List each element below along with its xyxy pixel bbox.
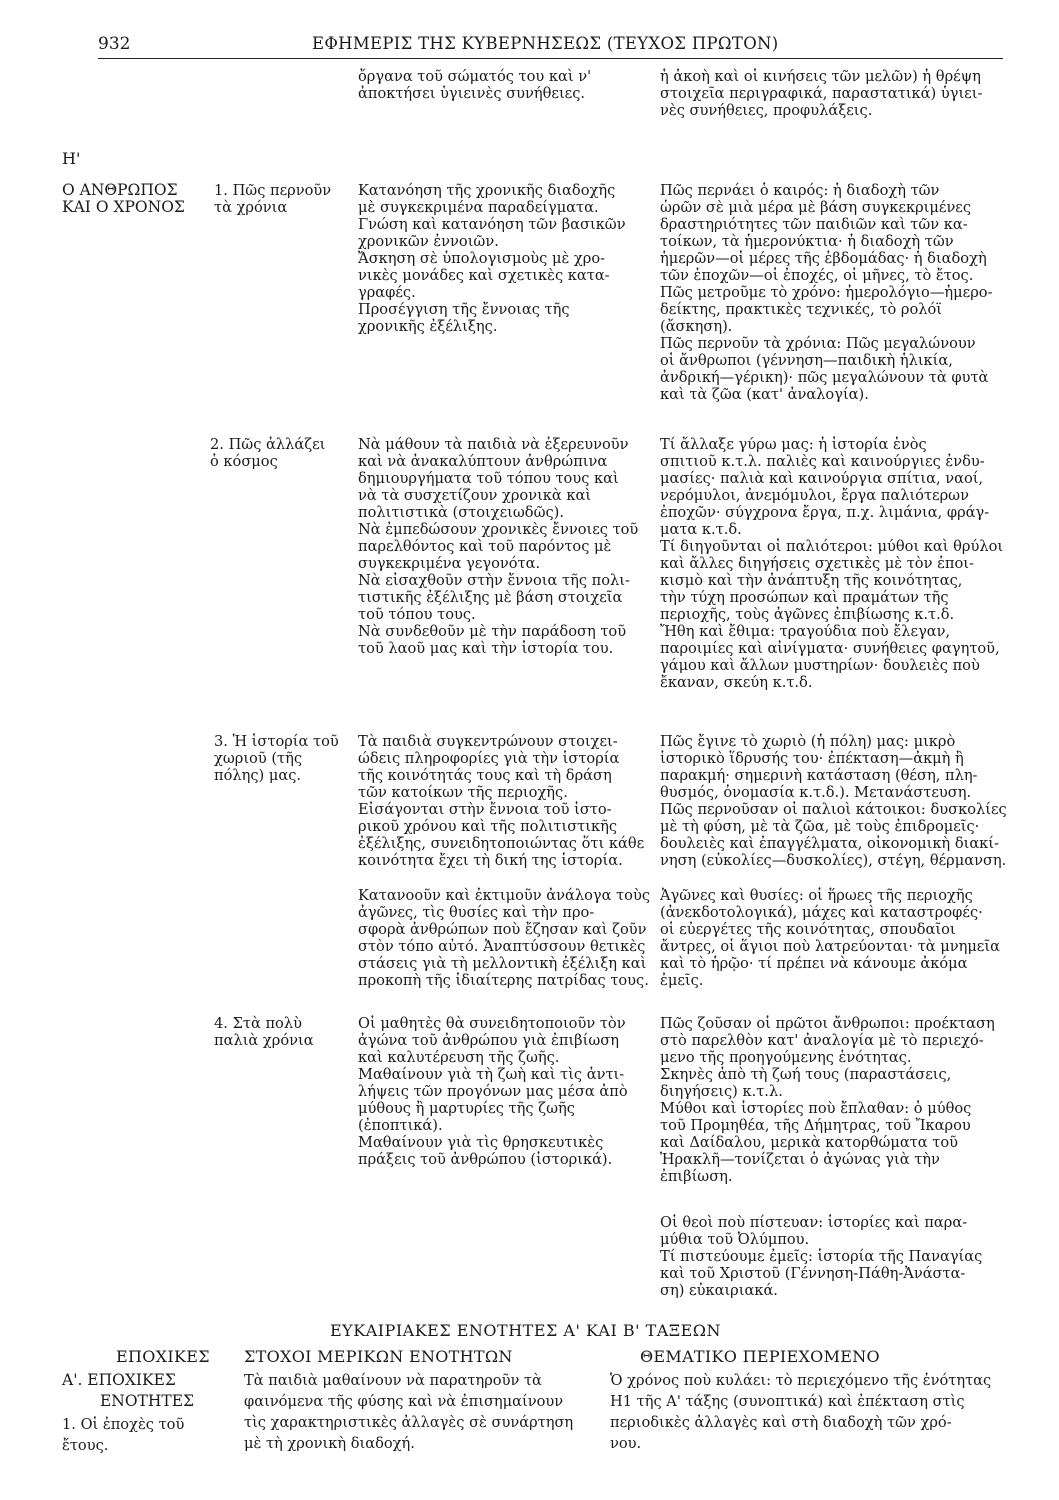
text-line: Η1 τῆς Α' τάξης (συνοπτικά) καὶ ἐπέκταση στὶς [610, 1393, 965, 1410]
text-line: ση) εὐκαιριακά. [660, 1282, 778, 1299]
text-line: Πῶς περνοῦν τὰ χρόνια: Πῶς μεγαλώνουν [660, 335, 976, 352]
text-line: στὸ παρελθὸν κατ' ἀναλογία μὲ τὸ περιεχό- [660, 1032, 984, 1049]
seasonal-group-title [62, 1370, 194, 1412]
header-rule [98, 58, 1003, 59]
text-line: δραστηριότητες τῶν παιδιῶν καὶ τῶν κα- [660, 216, 968, 233]
unit-4-goals [358, 1015, 628, 1168]
text-line: τῆς κοινότητάς τους καὶ τὴ δράση [358, 767, 612, 784]
text-line: ρικοῦ χρόνου καὶ τῆς πολιτιστικῆς [358, 818, 618, 835]
text-line: νικὲς μονάδες καὶ σχετικὲς κατα- [358, 267, 610, 284]
col-header-content: ΘΕΜΑΤΙΚΟ ΠΕΡΙΕΧΟΜΕΝΟ [640, 1347, 880, 1366]
text-line: Νὰ εἰσαχθοῦν στὴν ἔννοια τῆς πολι- [358, 572, 630, 589]
text-line: νὰ τὰ συσχετίζουν χρονικὰ καὶ [358, 487, 592, 504]
text-line: φαινόμενα τῆς φύσης καὶ νὰ ἐπισημαίνουν [244, 1393, 564, 1410]
text-line: τῶν κατοίκων τῆς περιοχῆς. [358, 784, 568, 801]
gazette-title: ΕΦΗΜΕΡΙΣ ΤΗΣ ΚΥΒΕΡΝΗΣΕΩΣ (ΤΕΥΧΟΣ ΠΡΩΤΟΝ) [312, 34, 779, 53]
text-line: Ἤθη καὶ ἔθιμα: τραγούδια ποὺ ἔλεγαν, [660, 623, 951, 640]
text-line: τῶν ἐποχῶν—οἱ ἐποχές, οἱ μῆνες, τὸ ἔτος. [660, 267, 974, 284]
section-letter: Η' [62, 149, 81, 168]
text-line: στάσεις γιὰ τὴ μελλοντικὴ ἐξέλιξη καὶ [358, 955, 647, 972]
unit-1-goals [358, 182, 626, 335]
text-line: οἱ εὐεργέτες τῆς κοινότητας, σπουδαῖοι [660, 921, 956, 938]
text-line: προκοπὴ τῆς ἰδιαίτερης πατρίδας τους. [358, 972, 649, 989]
text-line: Τί ἄλλαξε γύρω μας: ἡ ἱστορία ἑνὸς [660, 436, 927, 453]
text-line: περιοδικὲς ἀλλαγὲς καὶ στὴ διαδοχὴ τῶν χρό- [610, 1414, 952, 1431]
text-line: τοῦ Προμηθέα, τῆς Δήμητρας, τοῦ Ἴκαρου [660, 1117, 971, 1134]
top-content-continuation [660, 68, 982, 119]
text-line: τὴν τύχη προσώπων καὶ πραμάτων τῆς [660, 589, 949, 606]
text-line: Ἀγῶνες καὶ θυσίες: οἱ ἥρωες τῆς περιοχῆς [660, 887, 973, 904]
text-line: 1. Πῶς περνοῦν [214, 182, 332, 199]
text-line: καὶ νὰ ἀνακαλύπτουν ἀνθρώπινα [358, 453, 608, 470]
seasonal-item-1 [62, 1414, 184, 1456]
unit-4-title [214, 1015, 314, 1049]
text-line: Νὰ ἐμπεδώσουν χρονικὲς ἔννοιες τοῦ [358, 521, 639, 538]
unit-3-content [660, 733, 1007, 869]
text-line: γάμου καὶ ἄλλων μυστηρίων· δουλειὲς ποὺ [660, 657, 980, 674]
text-line: ἀποκτήσει ὑγιεινὲς συνήθειες. [358, 85, 586, 102]
top-goals-continuation [358, 68, 591, 102]
unit-3-title [214, 733, 339, 784]
text-line: Οἱ θεοὶ ποὺ πίστευαν: ἱστορίες καὶ παρα- [660, 1214, 968, 1231]
text-line: ἀγῶνες, τὶς θυσίες καὶ τὴν προ- [358, 904, 595, 921]
text-line: τιστικῆς ἐξέλιξης μὲ βάση στοιχεῖα [358, 589, 623, 606]
text-line: Τὰ παιδιὰ συγκεντρώνουν στοιχει- [358, 733, 618, 750]
text-line: Πῶς ἔγινε τὸ χωριὸ (ἡ πόλη) μας: μικρὸ [660, 733, 956, 750]
text-line: μενο τῆς προηγούμενης ἑνότητας. [660, 1049, 912, 1066]
unit-2-title [210, 436, 325, 470]
text-line: καὶ καλυτέρευση τῆς ζωῆς. [358, 1049, 560, 1066]
text-line: ἡ ἀκοὴ καὶ οἱ κινήσεις τῶν μελῶν) ἡ θρέψη [660, 68, 981, 85]
unit-1-content [660, 182, 993, 403]
text-line: καὶ τὰ ζῶα (κατ' ἀναλογία). [660, 386, 869, 403]
text-line: δουλειὲς καὶ ἐπαγγέλματα, οἰκονομικὴ διακί- [660, 835, 999, 852]
text-line: Εἰσάγονται στὴν ἔννοια τοῦ ἱστο- [358, 801, 612, 818]
text-line: Τὰ παιδιὰ μαθαίνουν νὰ παρατηροῦν τὰ [244, 1372, 542, 1389]
text-line: Προσέγγιση τῆς ἔννοιας τῆς [358, 301, 570, 318]
text-line: ἀνδρική—γέρικη)· πῶς μεγαλώνουν τὰ φυτὰ [660, 369, 989, 386]
text-line: τὶς χαρακτηριστικὲς ἀλλαγὲς σὲ συνάρτηση [244, 1414, 574, 1431]
text-line: Ο ΑΝΘΡΩΠΟΣ [62, 181, 178, 199]
text-line: ἐποχῶν· σύγχρονα ἔργα, π.χ. λιμάνια, φράγ- [660, 504, 990, 521]
text-line: Κατανόηση τῆς χρονικῆς διαδοχῆς [358, 182, 616, 199]
text-line: (ἄσκηση). [660, 318, 733, 335]
text-line: ἀγώνα τοῦ ἀνθρώπου γιὰ ἐπιβίωση [358, 1032, 619, 1049]
text-line: ΚΑΙ Ο ΧΡΟΝΟΣ [62, 198, 185, 216]
text-line: θυσμός, ὀνομασία κ.τ.δ.). Μετανάστευση. [660, 784, 972, 801]
text-line: ἔκαναν, σκεύη κ.τ.δ. [660, 674, 813, 691]
text-line: σπιτιοῦ κ.τ.λ. παλιὲς καὶ καινούργιες ἐνδυ- [660, 453, 985, 470]
text-line: χρονικῆς ἐξέλιξης. [358, 318, 498, 335]
text-line: σφορὰ ἀνθρώπων ποὺ ἔζησαν καὶ ζοῦν [358, 921, 647, 938]
text-line: 2. Πῶς ἀλλάζει [210, 436, 326, 453]
text-line: περιοχῆς, τοὺς ἀγῶνες ἐπιβίωσης κ.τ.δ. [660, 606, 955, 623]
text-line: συγκεκριμένα γεγονότα. [358, 555, 541, 572]
text-line: μὲ τὴ φύση, μὲ τὰ ζῶα, μὲ τοὺς ἐπιδρομεῖς· [660, 818, 980, 835]
text-line: νερόμυλοι, ἀνεμόμυλοι, ἔργα παλιότερων [660, 487, 969, 504]
text-line: ἐμεῖς. [660, 972, 704, 989]
text-line: μύθια τοῦ Ὀλύμπου. [660, 1231, 810, 1248]
text-line: Πῶς μετροῦμε τὸ χρόνο: ἡμερολόγιο—ἡμερο- [660, 284, 993, 301]
text-line: μὲ τὴ χρονικὴ διαδοχή. [244, 1435, 415, 1452]
text-line: Μύθοι καὶ ἱστορίες ποὺ ἔπλαθαν: ὁ μύθος [660, 1100, 972, 1117]
text-line: στὸν τόπο αὐτό. Ἀναπτύσσουν θετικὲς [358, 938, 646, 955]
text-line: ὁ κόσμος [210, 453, 278, 470]
text-line: Πῶς περνοῦσαν οἱ παλιοὶ κάτοικοι: δυσκολίες [660, 801, 1007, 818]
text-line: τοίκων, τὰ ἡμερονύκτια· ἡ διαδοχὴ τῶν [660, 233, 954, 250]
text-line: μὲ συγκεκριμένα παραδείγματα. [358, 199, 599, 216]
text-line: Πῶς ζοῦσαν οἱ πρῶτοι ἄνθρωποι: προέκταση [660, 1015, 995, 1032]
section-title [62, 182, 185, 216]
text-line: οἱ ἄνθρωποι (γέννηση—παιδικὴ ἡλικία, [660, 352, 953, 369]
text-line: ὄργανα τοῦ σώματός του καὶ ν' [358, 68, 592, 85]
text-line: Σκηνὲς ἀπὸ τὴ ζωή τους (παραστάσεις, [660, 1066, 952, 1083]
text-line: Μαθαίνουν γιὰ τὶς θρησκευτικὲς [358, 1134, 604, 1151]
text-line: παλιὰ χρόνια [214, 1032, 314, 1049]
text-line: ὡρῶν σὲ μιὰ μέρα μὲ βάση συγκεκριμένες [660, 199, 972, 216]
text-line: χρονικῶν ἐννοιῶν. [358, 233, 499, 250]
text-line: νὲς συνήθειες, προφυλάξεις. [660, 102, 873, 119]
page-number: 932 [98, 34, 131, 54]
text-line: μύθους ἢ μαρτυρίες τῆς ζωῆς [358, 1100, 575, 1117]
text-line: πολιτιστικὰ (στοιχειωδῶς). [358, 504, 564, 521]
text-line: 3. Ἡ ἱστορία τοῦ [214, 733, 339, 750]
text-line: Τί πιστεύουμε ἐμεῖς: ἱστορία τῆς Παναγίας [660, 1248, 983, 1265]
text-line: Α'. ΕΠΟΧΙΚΕΣ [62, 1371, 176, 1389]
text-line: Οἱ μαθητὲς θὰ συνειδητοποιοῦν τὸν [358, 1015, 626, 1032]
text-line: ἐπιβίωση. [660, 1168, 733, 1185]
text-line: (ἀνεκδοτολογικά), μάχες καὶ καταστροφές· [660, 904, 983, 921]
unit-4-content [660, 1015, 995, 1185]
unit-2-content [660, 436, 1003, 691]
text-line: ἐξέλιξης, συνειδητοποιώντας ὅτι κάθε [358, 835, 645, 852]
text-line: κισμὸ καὶ τὴν ἀνάπτυξη τῆς κοινότητας, [660, 572, 963, 589]
col-header-goals: ΣΤΟΧΟΙ ΜΕΡΙΚΩΝ ΕΝΟΤΗΤΩΝ [244, 1347, 513, 1366]
text-line: (ἐποπτικά). [358, 1117, 443, 1134]
text-line: καὶ Δαίδαλου, μερικὰ κατορθώματα τοῦ [660, 1134, 958, 1151]
seasonal-item-1-goals [244, 1370, 573, 1454]
text-line: Γνώση καὶ κατανόηση τῶν βασικῶν [358, 216, 626, 233]
text-line: τοῦ λαοῦ μας καὶ τὴν ἱστορία του. [358, 640, 614, 657]
unit-3-goals [358, 733, 644, 869]
text-line: πράξεις τοῦ ἀνθρώπου (ἱστορικά). [358, 1151, 613, 1168]
text-line: 1. Οἱ ἐποχὲς τοῦ [62, 1416, 185, 1433]
text-line: μασίες· παλιὰ καὶ καινούργια σπίτια, ναοί, [660, 470, 984, 487]
text-line: στοιχεῖα περιγραφικά, παραστατικά) ὑγιει- [660, 85, 983, 102]
text-line: Ἄσκηση σὲ ὑπολογισμοὺς μὲ χρο- [358, 250, 606, 267]
text-line: δημιουργήματα τοῦ τόπου τους καὶ [358, 470, 619, 487]
text-line: Νὰ μάθουν τὰ παιδιὰ νὰ ἐξερευνοῦν [358, 436, 629, 453]
text-line: τὰ χρόνια [214, 199, 288, 216]
text-line: τοῦ τόπου τους. [358, 606, 476, 623]
text-line: ΕΝΟΤΗΤΕΣ [99, 1392, 194, 1410]
text-line: γραφές. [358, 284, 416, 301]
text-line: Ὁ χρόνος ποὺ κυλάει: τὸ περιεχόμενο τῆς ἑνότητας [610, 1372, 992, 1389]
text-line: ἡμερῶν—οἱ μέρες τῆς ἑβδομάδας· ἡ διαδοχὴ [660, 250, 987, 267]
text-line: καὶ τοῦ Χριστοῦ (Γέννηση-Πάθη-Ἀνάστα- [660, 1265, 966, 1282]
text-line: χωριοῦ (τῆς [214, 750, 303, 767]
text-line: κοινότητα ἔχει τὴ δική της ἱστορία. [358, 852, 623, 869]
text-line: παρακμή· σημερινὴ κατάσταση (θέση, πλη- [660, 767, 978, 784]
seasonal-section-title: ΕΥΚΑΙΡΙΑΚΕΣ ΕΝΟΤΗΤΕΣ Α' ΚΑΙ Β' ΤΑΞΕΩΝ [330, 1321, 722, 1340]
text-line: Ἡρακλῆ—τονίζεται ὁ ἀγώνας γιὰ τὴν [660, 1151, 940, 1168]
text-line: καὶ ἄλλες διηγήσεις σχετικὲς μὲ τὸν ἐποι- [660, 555, 974, 572]
text-line: παρελθόντος καὶ τοῦ παρόντος μὲ [358, 538, 612, 555]
unit-4-content-2 [660, 1214, 982, 1299]
text-line: νηση (εὐκολίες—δυσκολίες), στέγη, θέρμανση. [660, 852, 1007, 869]
text-line: ἱστορικὸ ἵδρυσής του· ἐπέκταση—ἀκμὴ ἢ [660, 750, 964, 767]
text-line: νου. [610, 1435, 642, 1452]
text-line: ἄντρες, οἱ ἅγιοι ποὺ λατρεύονται· τὰ μνημεῖα [660, 938, 1000, 955]
text-line: ώδεις πληροφορίες γιὰ τὴν ἱστορία [358, 750, 620, 767]
text-line: Κατανοοῦν καὶ ἐκτιμοῦν ἀνάλογα τοὺς [358, 887, 650, 904]
unit-3-content-2 [660, 887, 1000, 989]
text-line: Πῶς περνάει ὁ καιρός: ἡ διαδοχὴ τῶν [660, 182, 940, 199]
unit-1-title [214, 182, 331, 216]
text-line: Μαθαίνουν γιὰ τὴ ζωὴ καὶ τὶς ἀντι- [358, 1066, 625, 1083]
text-line: ἔτους. [62, 1437, 109, 1454]
text-line: καὶ τὸ ἡρῷο· τί πρέπει νὰ κάνουμε ἀκόμα [660, 955, 968, 972]
col-header-seasons: ΕΠΟΧΙΚΕΣ [116, 1347, 210, 1366]
seasonal-item-1-content [610, 1370, 991, 1454]
text-line: ματα κ.τ.δ. [660, 521, 742, 538]
text-line: διηγήσεις) κ.τ.λ. [660, 1083, 783, 1100]
text-line: λήψεις τῶν προγόνων μας μέσα ἀπὸ [358, 1083, 628, 1100]
text-line: πόλης) μας. [214, 767, 302, 784]
text-line: Τί διηγοῦνται οἱ παλιότεροι: μύθοι καὶ θρύλοι [660, 538, 1004, 555]
text-line: 4. Στὰ πολὺ [214, 1015, 302, 1032]
text-line: Νὰ συνδεθοῦν μὲ τὴν παράδοση τοῦ [358, 623, 627, 640]
text-line: δείκτης, πρακτικὲς τεχνικές, τὸ ρολόϊ [660, 301, 942, 318]
unit-2-goals [358, 436, 638, 657]
unit-3-goals-2 [358, 887, 650, 989]
text-line: παροιμίες καὶ αἰνίγματα· συνήθειες φαγητοῦ, [660, 640, 1000, 657]
